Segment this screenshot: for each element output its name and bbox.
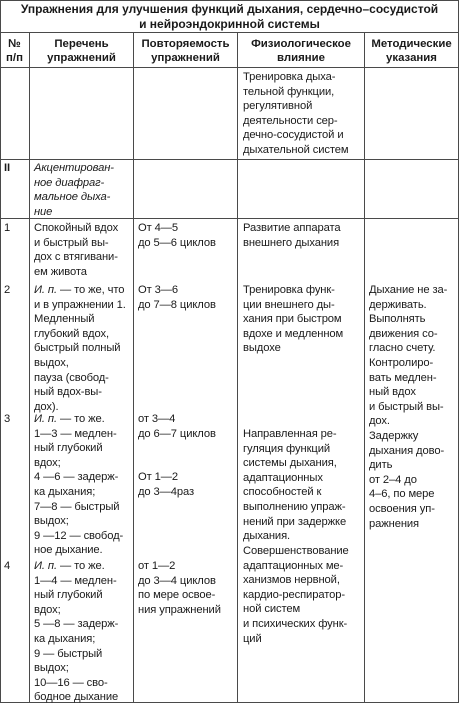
row4-exercise-first-line [34, 559, 105, 574]
row3-num: 3 [4, 413, 11, 425]
header-exercise-list: Перечень упражнений [47, 38, 116, 65]
row2-exercise-first-line [34, 283, 124, 298]
header-num: № п/п [6, 38, 23, 65]
row4-exercise: 1—4 — медлен- ный глубокий вдох; 5 —8 — задерж- ка дыхания; 9 — быстрый выдох; 10—16 — сво- бодное дыхание [34, 574, 119, 704]
header-repetition: Повторяемость упражнений [141, 38, 230, 65]
header-method-notes: Методические указания [371, 38, 452, 65]
row-divider-1 [0, 159, 459, 160]
row3-effect: Направленная ре- гуляция функций системы дыхания, адаптационных способностей к выполнению упраж- нений при задержке дыхания. [243, 428, 347, 543]
row3-initial-position: И. п. [34, 413, 57, 425]
row2-method-notes: Дыхание не за- держивать. Выполнять движения со- гласно счету. Контролиро- вать медлен- ный вдох и быстрый вы- дох. Задержку дыхания дово- дить от 2–4 до 4–6, по мере освоения уп- ражнения [369, 284, 448, 530]
header-physiological-effect: Физиологическое влияние [251, 38, 351, 65]
col-divider-4 [364, 32, 365, 703]
row2-num: 2 [4, 284, 11, 296]
col-divider-2 [133, 32, 134, 703]
section-title: Акцентирован- ное диафраг- мальное дыха- ние [34, 162, 114, 218]
title-divider [0, 32, 459, 33]
row2-initial-position: И. п. [34, 284, 57, 296]
row3-exercise: 1—3 — медлен- ный глубокий вдох; 4 —6 — задерж- ка дыхания; 7—8 — быстрый выдох; 9 —12 — свобод- ное дыхание. [34, 427, 124, 557]
row2-first-line-rest: — то же, что [56, 284, 125, 296]
cont-effect: Тренировка дыха- тельной функции, регулятивной деятельности сер- дечно-сосудистой и дыхательной систем [243, 71, 349, 156]
row2-repetition: От 3—6 до 7—8 циклов [138, 284, 216, 311]
row1-effect: Развитие аппарата внешнего дыхания [243, 222, 341, 249]
row4-effect: Совершенствование адаптационных ме- ханизмов нервной, кардио-респиратор- ной систем и психических функ- ций [243, 545, 349, 645]
row3-repetition-times: От 1—2 до 3—4раз [138, 471, 195, 498]
row4-repetition: от 1—2 до 3—4 циклов по мере освое- ния упражнений [138, 560, 221, 616]
row4-initial-position: И. п. [34, 560, 57, 572]
row3-exercise-first-line [34, 412, 105, 427]
row4-num: 4 [4, 560, 11, 572]
row1-exercise: Спокойный вдох и быстрый вы- дох с втягивани- ем живота [34, 222, 119, 278]
row2-effect: Тренировка функ- ции внешнего ды- хания при быстром вдохе и медленном выдохе [243, 284, 344, 355]
row1-num: 1 [4, 222, 11, 234]
section-num: II [4, 162, 11, 174]
col-divider-3 [237, 32, 238, 703]
row2-exercise: и в упражнении 1. Медленный глубокий вдох, быстрый полный выдох, пауза (свобод- ный вдох-вы- дох). [34, 298, 126, 413]
col-divider-1 [29, 32, 30, 703]
col-border-left [0, 0, 1, 703]
row3-first-line-rest: — то же. [56, 413, 105, 425]
row4-first-line-rest: — то же. [56, 560, 105, 572]
table-top-border [0, 0, 459, 1]
header-divider [0, 67, 459, 68]
row3-repetition-cycles: от 3—4 до 6—7 циклов [138, 413, 216, 440]
row1-repetition: От 4—5 до 5—6 циклов [138, 222, 216, 249]
table-title: Упражнения для улучшения функций дыхания, сердечно–сосудистой и нейроэндокринной системы [20, 2, 439, 31]
